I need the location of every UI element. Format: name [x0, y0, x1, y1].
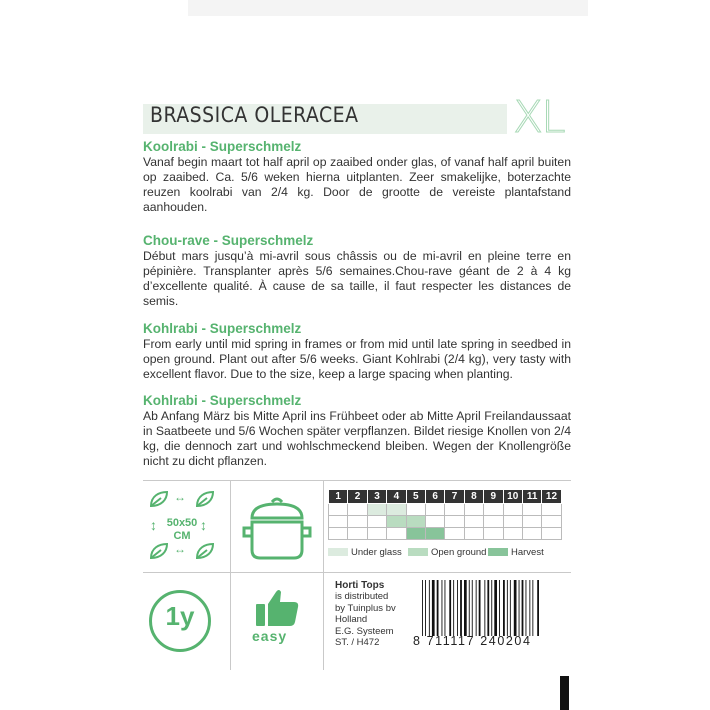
barcode-bar	[476, 580, 477, 636]
barcode-bar	[494, 580, 497, 636]
lifecycle-label: 1y	[165, 601, 195, 631]
vertical-arrow-icon: ↕	[150, 517, 157, 533]
month-3: 3	[367, 490, 386, 504]
calendar-cell	[484, 528, 503, 540]
calendar-cell	[425, 528, 444, 540]
barcode-bar	[526, 580, 527, 636]
barcode-bar	[445, 580, 446, 636]
species-name: BRASSICA OLERACEA	[150, 103, 359, 127]
sowing-calendar	[328, 489, 562, 540]
calendar-cell	[522, 504, 541, 516]
calendar-row	[329, 516, 562, 528]
calendar-cell	[387, 516, 406, 528]
month-1: 1	[329, 490, 348, 504]
divider-vertical-1	[230, 480, 231, 670]
calendar-cell	[348, 528, 367, 540]
calendar-cell	[425, 516, 444, 528]
month-7: 7	[445, 490, 464, 504]
legend-under-glass	[328, 547, 402, 559]
barcode-bar	[453, 580, 454, 636]
section-text: Début mars jusqu’à mi-avril sous châssis ou de mi-avril en pleine terre en pépinière. Transplanter après 5/6 semaines.Chou-rave géant de 2 à 4 kg d’excellente qualité. À cause de sa taille, il faut respecter les distances de semis.	[143, 249, 571, 308]
month-5: 5	[406, 490, 425, 504]
calendar-cell	[387, 504, 406, 516]
difficulty-label: easy	[252, 628, 288, 644]
barcode-bar	[479, 580, 481, 636]
section-title: Koolrabi - Superschmelz	[143, 139, 302, 154]
barcode-bar	[487, 580, 489, 636]
calendar-cell	[542, 528, 561, 540]
calendar-cell	[348, 504, 367, 516]
calendar-cell	[464, 516, 483, 528]
calendar-cell	[425, 504, 444, 516]
divider-top	[143, 480, 571, 481]
thumbs-up-icon	[254, 588, 300, 628]
legend-label: Harvest	[511, 547, 544, 558]
section-french	[143, 233, 571, 309]
horizontal-arrow-icon: ↔	[174, 542, 186, 556]
calendar-cell	[406, 516, 425, 528]
section-text: Vanaf begin maart tot half april op zaaibed onder glas, of vanaf half april buiten op zaaibed. Ca. 5/6 weken hierna uitplanten. Zeer smakelijke, boterzachte reuzen koolrabi van 2/4 kg. Door de grootte de vereiste plantafstand aanhouden.	[143, 155, 571, 214]
barcode-bar	[460, 580, 462, 636]
barcode-bar	[499, 580, 500, 636]
spacing-unit: CM	[173, 530, 191, 542]
barcode-bar	[442, 580, 443, 636]
barcode-bar	[437, 580, 439, 636]
barcode-bar	[457, 580, 458, 636]
section-german	[143, 393, 571, 469]
month-6: 6	[425, 490, 444, 504]
barcode-bar	[537, 580, 539, 636]
spacing-value: 50x50	[166, 517, 198, 529]
barcode-bar	[425, 580, 426, 636]
month-2: 2	[348, 490, 367, 504]
legend-swatch	[328, 548, 348, 556]
barcode-bar	[519, 580, 520, 636]
calendar-cell	[367, 504, 386, 516]
legend-swatch	[488, 548, 508, 556]
barcode-bar	[510, 580, 511, 636]
distributor-info	[335, 580, 396, 648]
barcode-bar	[429, 580, 430, 636]
calendar-cell	[503, 516, 522, 528]
barcode-bar	[529, 580, 530, 636]
calendar-cell	[406, 528, 425, 540]
top-strip	[188, 0, 588, 16]
month-12: 12	[542, 490, 561, 504]
section-text: Ab Anfang März bis Mitte April ins Frühbeet oder ab Mitte April Freilandaussaat in Saatbeete und 5/6 Wochen später verpflanzen. Bildet riesige Knollen von 2/4 kg, die dennoch zart und wohlschmeckend bleiben. Wegen der Knollengröße nicht zu dicht pflanzen.	[143, 409, 571, 468]
calendar-cell	[542, 516, 561, 528]
calendar-cell	[484, 504, 503, 516]
calendar-cell	[445, 516, 464, 528]
size-badge: XL	[513, 92, 564, 143]
calendar-cell	[484, 516, 503, 528]
month-11: 11	[522, 490, 541, 504]
barcode-bar	[484, 580, 485, 636]
calendar-cell	[542, 504, 561, 516]
divider-middle	[143, 572, 571, 573]
barcode-bar	[503, 580, 505, 636]
calendar-cell	[445, 504, 464, 516]
distributor-line: Holland	[335, 614, 368, 626]
month-9: 9	[484, 490, 503, 504]
calendar-cell	[464, 504, 483, 516]
barcode-bar	[422, 580, 423, 636]
distributor-line: by Tuinplus bv	[335, 602, 396, 614]
divider-vertical-2	[323, 480, 324, 670]
barcode-bar	[472, 580, 473, 636]
calendar-cell	[367, 528, 386, 540]
calendar-cell	[329, 504, 348, 516]
calendar-cell	[367, 516, 386, 528]
distributor-line: is distributed	[335, 591, 389, 603]
spacing-label	[164, 517, 200, 543]
calendar-cell	[503, 504, 522, 516]
section-text: From early until mid spring in frames or from mid until late spring in seedbed in open ground. Plant out after 5/6 weeks. Giant Kohlrabi (2/4 kg), very tasty with excellent flavor. Due to the size, keep a large spacing when planting.	[143, 337, 571, 381]
calendar-row	[329, 528, 562, 540]
legend-label: Open ground	[431, 547, 487, 558]
legend-swatch	[408, 548, 428, 556]
calendar-cell	[329, 528, 348, 540]
month-4: 4	[387, 490, 406, 504]
calendar-cell	[387, 528, 406, 540]
barcode-bar	[464, 580, 467, 636]
barcode	[420, 580, 570, 636]
calendar-cell	[348, 516, 367, 528]
section-dutch	[143, 139, 571, 215]
cooking-pot-icon	[240, 492, 314, 564]
legend-open-ground	[408, 547, 486, 559]
distributor-line: ST. / H472	[335, 637, 380, 649]
legend-harvest	[488, 547, 544, 559]
section-title: Chou-rave - Superschmelz	[143, 233, 314, 248]
section-title: Kohlrabi - Superschmelz	[143, 393, 302, 408]
section-title: Kohlrabi - Superschmelz	[143, 321, 302, 336]
barcode-bar	[432, 580, 435, 636]
barcode-bar	[491, 580, 492, 636]
barcode-bar	[532, 580, 533, 636]
calendar-row	[329, 504, 562, 516]
calendar-cell	[503, 528, 522, 540]
legend-label: Under glass	[351, 547, 402, 558]
distributor-brand: Horti Tops	[335, 580, 385, 591]
month-10: 10	[503, 490, 522, 504]
vertical-arrow-icon: ↕	[200, 517, 207, 533]
calendar-cell	[522, 516, 541, 528]
horizontal-arrow-icon: ↔	[174, 490, 186, 504]
calendar-cell	[464, 528, 483, 540]
barcode-bar	[514, 580, 517, 636]
barcode-digits: 8 711117 240204	[413, 634, 532, 648]
calendar-cell	[406, 504, 425, 516]
barcode-bar	[449, 580, 451, 636]
calendar-cell	[445, 528, 464, 540]
calendar-cell	[329, 516, 348, 528]
black-bar	[560, 676, 569, 710]
section-english	[143, 321, 571, 382]
barcode-bar	[522, 580, 524, 636]
barcode-bar	[469, 580, 470, 636]
barcode-bar	[507, 580, 508, 636]
calendar-header-row	[329, 490, 562, 504]
month-8: 8	[464, 490, 483, 504]
distributor-line: E.G. Systeem	[335, 625, 394, 637]
calendar-cell	[522, 528, 541, 540]
